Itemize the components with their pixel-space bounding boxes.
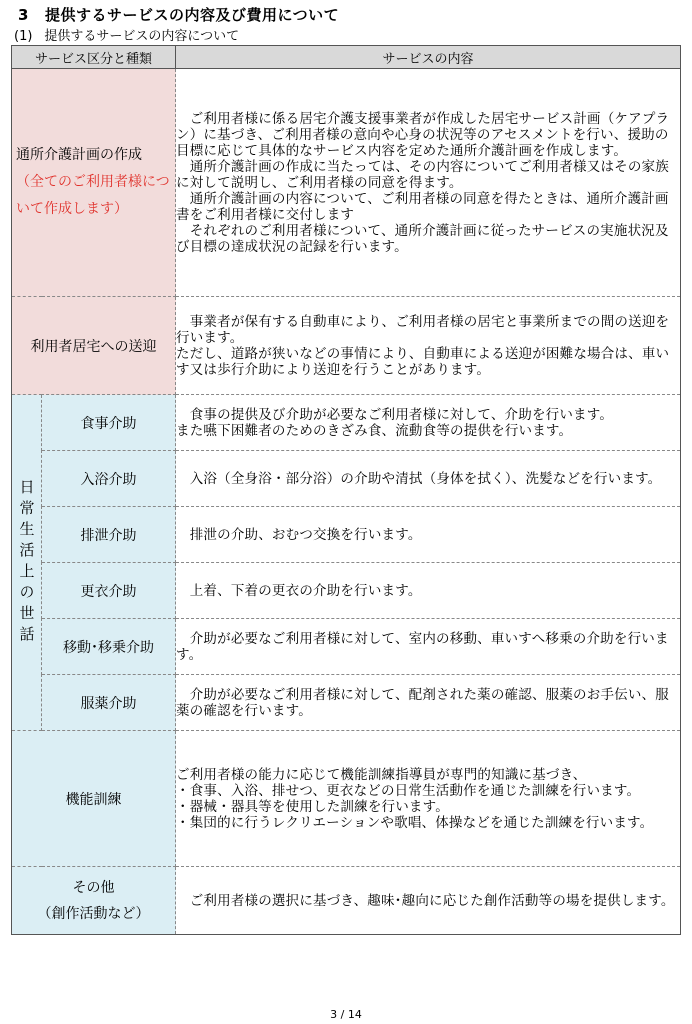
row-label-medication: 服薬介助: [42, 675, 176, 731]
subsection-title: 提供するサービスの内容について: [44, 29, 240, 44]
table-row-toilet: [12, 507, 681, 563]
meal-paragraph: また嚥下困難者のためのきざみ食、流動食等の提供を行います。: [176, 422, 573, 439]
transfer-paragraph: 介助が必要なご利用者様に対して、室内の移動、車いすへ移乗の介助を行います。: [176, 630, 669, 663]
row-content-transport: [176, 297, 681, 395]
training-paragraph: ・器械・器具等を使用した訓練を行います。: [176, 798, 449, 815]
subsection-number: (1): [14, 29, 33, 44]
plan-label: 通所介護計画の作成: [16, 147, 142, 163]
plan-paragraph: ご利用者様に係る居宅介護支援事業者が作成した居宅サービス計画（ケアプラン）に基づき、ご利用者様の意向や心身の状況等のアセスメントを行い、援助の目標に応じて具体的なサービス内容を定めた通所介護計画を作成します。: [176, 110, 670, 159]
section-title: 提供するサービスの内容及び費用について: [44, 6, 340, 24]
row-label-plan: [12, 69, 176, 297]
table-row-medication: [12, 675, 681, 731]
plan-paragraph: 通所介護計画の作成に当たっては、その内容についてご利用者様又はその家族に対して説明し、ご利用者様の同意を得ます。: [176, 158, 669, 191]
other-paragraph: ご利用者様の選択に基づき、趣味･趣向に応じた創作活動等の場を提供します。: [176, 892, 675, 909]
table-row-transport: [12, 297, 681, 395]
table-row-plan: [12, 69, 681, 297]
row-content-training: [176, 731, 681, 867]
transport-paragraph: 事業者が保有する自動車により、ご利用者様の居宅と事業所までの間の送迎を行います。: [176, 313, 670, 346]
table-row-training: [12, 731, 681, 867]
plan-paragraph: 通所介護計画の内容について、ご利用者様の同意を得たときは、通所介護計画書をご利用者様に交付します: [176, 190, 669, 223]
row-label-dressing: 更衣介助: [42, 563, 176, 619]
row-content-meal: [176, 395, 681, 451]
section-heading: [18, 4, 339, 25]
row-content-transfer: [176, 619, 681, 675]
plan-paragraph: それぞれのご利用者様について、通所介護計画に従ったサービスの実施状況及び目標の達成状況の記録を行います。: [176, 222, 669, 255]
training-paragraph: ・食事、入浴、排せつ、更衣などの日常生活動作を通じた訓練を行います。: [176, 782, 641, 799]
table-row-transfer: [12, 619, 681, 675]
dressing-paragraph: 上着、下着の更衣の介助を行います。: [176, 582, 422, 599]
row-label-training: 機能訓練: [12, 731, 176, 867]
table-row-dressing: [12, 563, 681, 619]
row-label-toilet: 排泄介助: [42, 507, 176, 563]
row-label-other: [12, 867, 176, 935]
training-paragraph: ご利用者様の能力に応じて機能訓練指導員が専門的知識に基づき、: [176, 766, 587, 783]
row-content-dressing: [176, 563, 681, 619]
table-header-row: [12, 46, 681, 69]
plan-note: （全てのご利用者様について作成します）: [16, 174, 170, 217]
row-content-other: [176, 867, 681, 935]
row-label-transport: 利用者居宅への送迎: [12, 297, 176, 395]
row-content-medication: [176, 675, 681, 731]
page-number: 3 / 14: [330, 1008, 362, 1021]
table-row-bath: [12, 451, 681, 507]
table-row-other: [12, 867, 681, 935]
row-content-toilet: [176, 507, 681, 563]
other-label: その他: [72, 879, 115, 896]
other-note: （創作活動など）: [37, 905, 150, 922]
table-row-meal: [12, 395, 681, 451]
section-number: 3: [18, 6, 29, 24]
row-content-plan: [176, 69, 681, 297]
transport-paragraph: ただし、道路が狭いなどの事情により、自動車による送迎が困難な場合は、車いす又は歩行介助により送迎を行うことがあります。: [176, 345, 670, 378]
row-label-transfer: 移動･移乗介助: [42, 619, 176, 675]
medication-paragraph: 介助が必要なご利用者様に対して、配剤された薬の確認、服薬のお手伝い、服薬の確認を行います。: [176, 686, 669, 719]
daily-care-group-label: 日常生活上の世話: [12, 395, 42, 731]
row-label-bath: 入浴介助: [42, 451, 176, 507]
row-content-bath: [176, 451, 681, 507]
service-table: [11, 45, 681, 935]
header-category: サービス区分と種類: [12, 46, 176, 69]
subsection-heading: [14, 25, 239, 44]
header-content: サービスの内容: [176, 46, 681, 69]
bath-paragraph: 入浴（全身浴・部分浴）の介助や清拭（身体を拭く）、洗髪などを行います。: [176, 470, 662, 487]
row-label-meal: 食事介助: [42, 395, 176, 451]
training-paragraph: ・集団的に行うレクリエーションや歌唱、体操などを通じた訓練を行います。: [176, 814, 654, 831]
meal-paragraph: 食事の提供及び介助が必要なご利用者様に対して、介助を行います。: [176, 406, 614, 423]
toilet-paragraph: 排泄の介助、おむつ交換を行います。: [176, 526, 422, 543]
